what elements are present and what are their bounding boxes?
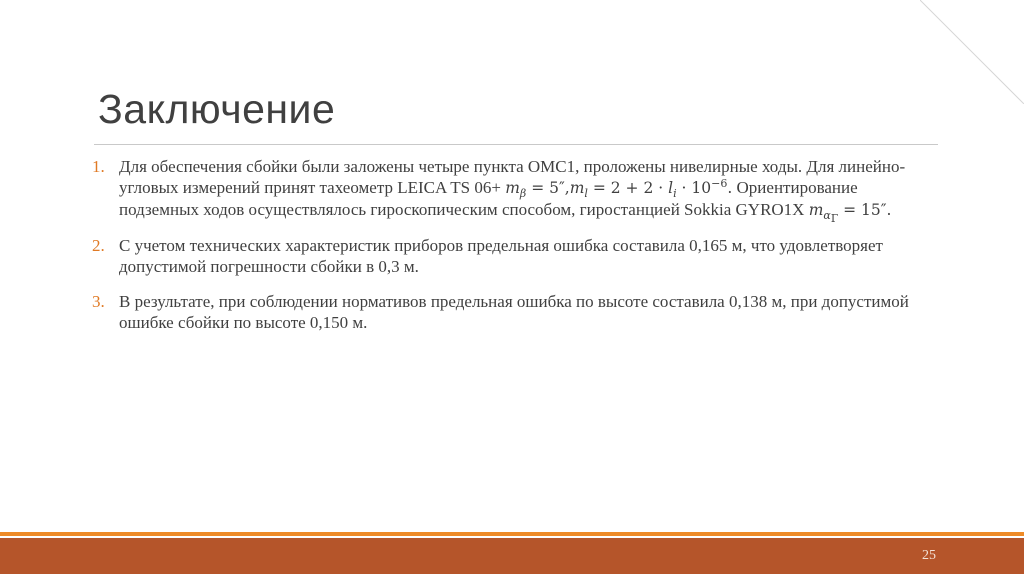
list-number: 2. [92, 236, 105, 255]
list-number: 1. [92, 157, 105, 176]
math-subscript: β [519, 187, 527, 201]
decorative-corner-line [920, 0, 1024, 104]
math-expression: . [727, 179, 733, 197]
text-segment: Для обеспечения сбойки были заложены четыре пункта ОМС1, проложены нивелирные ходы. Для линейно-угловых измерений принят тахеометр LEICA TS 06+ [119, 157, 906, 197]
math-expression: = 5″, [526, 179, 570, 197]
math-symbol: m [505, 179, 520, 197]
list-item-text: С учетом технических характеристик приборов предельная ошибка составила 0,165 м, что удовлетворяет допустимой погрешности сбойки в 0,3 м. [119, 236, 883, 276]
list-number: 3. [92, 292, 105, 311]
math-symbol: m [569, 179, 585, 197]
list-item-text [119, 156, 922, 226]
math-symbol: m [808, 201, 824, 219]
list-item [92, 235, 922, 277]
conclusion-list [92, 156, 922, 347]
list-item [92, 291, 922, 333]
formula-m-alpha [808, 201, 892, 226]
math-subscript: Г [830, 212, 839, 226]
list-item-text: В результате, при соблюдении нормативов предельная ошибка по высоте составила 0,138 м, при допустимой ошибке сбойки по высоте 0,150 м. [119, 292, 909, 332]
math-superscript: −6 [711, 176, 728, 190]
text-segment: Ориентирование подземных ходов осуществлялось гироскопическим способом, гиростанцией Sokkia GYRO1X [119, 178, 858, 219]
formula-m-beta [505, 176, 733, 201]
footer-bar [0, 538, 1024, 574]
math-symbol: l [668, 179, 674, 197]
footer-accent-stripe [0, 532, 1024, 536]
title-divider [94, 144, 938, 145]
math-expression: = 2 + 2 · [587, 179, 669, 197]
math-subscript: l [584, 187, 588, 201]
slide-title: Заключение [98, 86, 336, 132]
math-expression: · 10 [676, 179, 712, 197]
math-subscript: i [673, 187, 677, 201]
page-number: 25 [922, 548, 936, 563]
math-expression: = 15″. [838, 201, 892, 219]
list-item [92, 156, 922, 226]
math-subscript: α [823, 209, 831, 223]
